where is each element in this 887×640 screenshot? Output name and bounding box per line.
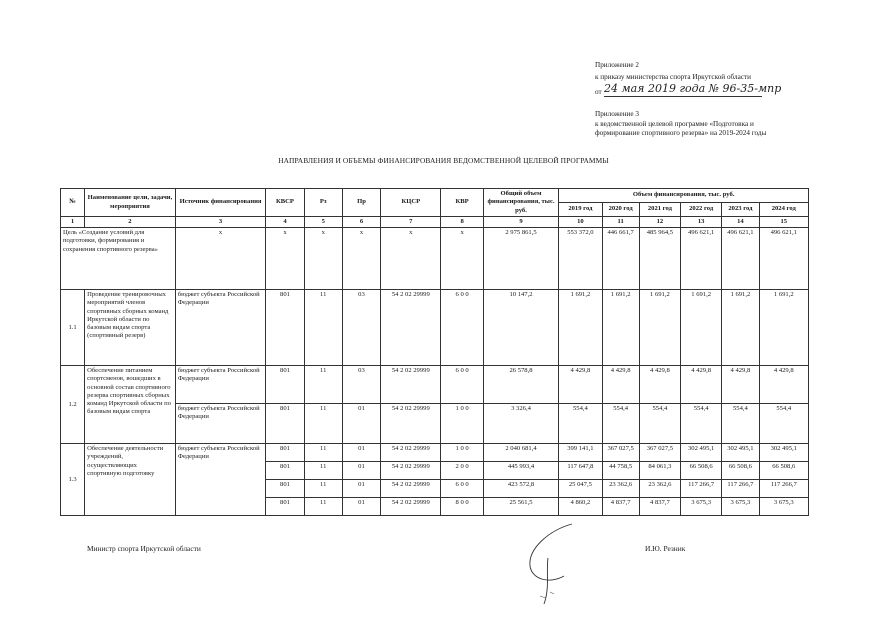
cell-pr: 01 bbox=[342, 480, 380, 498]
cell-year-value: 4 429,8 bbox=[681, 366, 722, 404]
header-kvr: КВР bbox=[441, 189, 483, 217]
cell-source: бюджет субъекта Российской Федерации bbox=[175, 290, 266, 366]
cell-rz: 11 bbox=[304, 290, 342, 366]
cell-year-value: 446 661,7 bbox=[602, 228, 639, 290]
cell-total: 3 326,4 bbox=[483, 404, 559, 444]
row-number: 1.1 bbox=[61, 290, 85, 366]
cell-ksr: 54 2 02 29999 bbox=[381, 290, 441, 366]
cell-year-value: 1 691,2 bbox=[681, 290, 722, 366]
cell-year-value: 4 860,2 bbox=[559, 498, 602, 516]
cell-kvsr: 801 bbox=[266, 480, 304, 498]
cell-rz: 11 bbox=[304, 462, 342, 480]
cell-pr: 01 bbox=[342, 444, 380, 462]
appendix-3-line1: к ведомственной целевой программе «Подготовка и bbox=[595, 120, 754, 128]
col-number: 13 bbox=[681, 217, 722, 228]
col-number: 15 bbox=[759, 217, 808, 228]
cell-pr: 01 bbox=[342, 404, 380, 444]
cell-year-value: 23 362,6 bbox=[602, 480, 639, 498]
cell-ksr: 54 2 02 29999 bbox=[381, 462, 441, 480]
cell-rz: 11 bbox=[304, 498, 342, 516]
cell-year-value: 3 675,3 bbox=[759, 498, 808, 516]
handwritten-date-number: 24 мая 2019 года № 96-35-мпр bbox=[604, 82, 782, 95]
row-number: 1.2 bbox=[61, 366, 85, 444]
col-number: 5 bbox=[304, 217, 342, 228]
cell-year-value: 1 691,2 bbox=[639, 290, 680, 366]
col-number: 6 bbox=[342, 217, 380, 228]
header-year: 2023 год bbox=[722, 203, 759, 217]
header-num: № bbox=[61, 189, 85, 217]
cell-kvsr: 801 bbox=[266, 498, 304, 516]
col-number: 3 bbox=[175, 217, 266, 228]
col-number: 1 bbox=[61, 217, 85, 228]
signer-name: И.Ю. Резник bbox=[645, 544, 686, 553]
col-number: 4 bbox=[266, 217, 304, 228]
column-number-row bbox=[61, 217, 809, 228]
col-number: 14 bbox=[722, 217, 759, 228]
cell-year-value: 485 964,5 bbox=[639, 228, 680, 290]
row-name: Обеспечение питанием спортсменов, вошедших в основной состав спортивного резерва спортивных сборных команд Иркутской области по базовым видам спорта bbox=[85, 366, 176, 444]
cell-kvr: 6 0 0 bbox=[441, 290, 483, 366]
header-year: 2021 год bbox=[639, 203, 680, 217]
row-number: 1.3 bbox=[61, 444, 85, 516]
cell-kvr: 8 0 0 bbox=[441, 498, 483, 516]
header-ksr: КЦСР bbox=[381, 189, 441, 217]
cell-ksr: 54 2 02 29999 bbox=[381, 444, 441, 462]
cell-rz: 11 bbox=[304, 480, 342, 498]
header-volume: Объем финансирования, тыс. руб. bbox=[559, 189, 809, 203]
cell-year-value: 117 266,7 bbox=[722, 480, 759, 498]
cell-year-value: 44 758,5 bbox=[602, 462, 639, 480]
cell-kvr: 6 0 0 bbox=[441, 366, 483, 404]
row-name: Обеспечение деятельности учреждений, осуществляющих спортивную подготовку bbox=[85, 444, 176, 516]
cell-year-value: 554,4 bbox=[681, 404, 722, 444]
cell-ksr: 54 2 02 29999 bbox=[381, 480, 441, 498]
col-number: 10 bbox=[559, 217, 602, 228]
cell-total: 10 147,2 bbox=[483, 290, 559, 366]
cell-year-value: 399 141,1 bbox=[559, 444, 602, 462]
cell-year-value: 302 495,1 bbox=[759, 444, 808, 462]
cell-source: бюджет субъекта Российской Федерации bbox=[175, 444, 266, 516]
col-number: 11 bbox=[602, 217, 639, 228]
cell-kvsr: 801 bbox=[266, 366, 304, 404]
cell-pr: 01 bbox=[342, 462, 380, 480]
header-year: 2019 год bbox=[559, 203, 602, 217]
cell-year-value: 1 691,2 bbox=[559, 290, 602, 366]
table-row-1-1 bbox=[61, 290, 809, 366]
cell-kvsr: 801 bbox=[266, 290, 304, 366]
appendix-3-line2: формирование спортивного резерва» на 2019-2024 годы bbox=[595, 129, 767, 137]
cell-year-value: 367 027,5 bbox=[602, 444, 639, 462]
header-kvsr: КВСР bbox=[266, 189, 304, 217]
row-name: Проведение тренировочных мероприятий членов спортивных сборных команд Иркутской области по базовым видам спорта (спортивный резерв) bbox=[85, 290, 176, 366]
goal-row bbox=[61, 228, 809, 290]
cell-year-value: 25 047,5 bbox=[559, 480, 602, 498]
cell-pr: 03 bbox=[342, 290, 380, 366]
cell-year-value: 117 647,8 bbox=[559, 462, 602, 480]
appendix-2-from: от bbox=[595, 88, 602, 96]
header-year: 2020 год bbox=[602, 203, 639, 217]
col-number: 12 bbox=[639, 217, 680, 228]
cell-pr: 01 bbox=[342, 498, 380, 516]
cell-kvsr: 801 bbox=[266, 404, 304, 444]
cell-year-value: 302 495,1 bbox=[722, 444, 759, 462]
col-number: 7 bbox=[381, 217, 441, 228]
cell-year-value: 4 837,7 bbox=[639, 498, 680, 516]
cell-year-value: 3 675,3 bbox=[722, 498, 759, 516]
cell-year-value: 4 429,8 bbox=[759, 366, 808, 404]
cell-year-value: 554,4 bbox=[559, 404, 602, 444]
cell-ksr: 54 2 02 29999 bbox=[381, 498, 441, 516]
cell-year-value: 23 362,6 bbox=[639, 480, 680, 498]
header-year: 2024 год bbox=[759, 203, 808, 217]
cell-year-value: 1 691,2 bbox=[759, 290, 808, 366]
col-number: 8 bbox=[441, 217, 483, 228]
cell-year-value: 66 508,6 bbox=[722, 462, 759, 480]
cell-ksr: 54 2 02 29999 bbox=[381, 404, 441, 444]
cell-kvsr: 801 bbox=[266, 444, 304, 462]
financing-table bbox=[60, 188, 809, 516]
col-number: 9 bbox=[483, 217, 559, 228]
cell-year-value: 66 508,6 bbox=[759, 462, 808, 480]
cell-rz: 11 bbox=[304, 444, 342, 462]
cell-source: х bbox=[175, 228, 266, 290]
cell-rz: 11 bbox=[304, 366, 342, 404]
cell-year-value: 553 372,0 bbox=[559, 228, 602, 290]
cell-year-value: 66 508,6 bbox=[681, 462, 722, 480]
header-total: Общий объем финансирования, тыс. руб. bbox=[483, 189, 559, 217]
cell-source: бюджет субъекта Российской Федерации bbox=[175, 404, 266, 444]
cell-year-value: 4 429,8 bbox=[639, 366, 680, 404]
col-number: 2 bbox=[85, 217, 176, 228]
cell-kvr: 1 0 0 bbox=[441, 444, 483, 462]
cell-kvr: 6 0 0 bbox=[441, 480, 483, 498]
cell-kvr: 1 0 0 bbox=[441, 404, 483, 444]
cell-ksr: х bbox=[381, 228, 441, 290]
signer-position: Министр спорта Иркутской области bbox=[87, 544, 201, 553]
cell-year-value: 117 266,7 bbox=[681, 480, 722, 498]
cell-total: 423 572,8 bbox=[483, 480, 559, 498]
cell-rz: х bbox=[304, 228, 342, 290]
cell-total: 2 975 861,5 bbox=[483, 228, 559, 290]
cell-total: 445 993,4 bbox=[483, 462, 559, 480]
goal-name: Цель «Создание условий для подготовки, формирования и сохранения спортивного резерва» bbox=[61, 228, 176, 290]
cell-year-value: 4 429,8 bbox=[559, 366, 602, 404]
cell-kvr: х bbox=[441, 228, 483, 290]
cell-year-value: 496 621,1 bbox=[759, 228, 808, 290]
cell-year-value: 496 621,1 bbox=[722, 228, 759, 290]
header-pr: Пр bbox=[342, 189, 380, 217]
header-year: 2022 год bbox=[681, 203, 722, 217]
cell-year-value: 367 027,5 bbox=[639, 444, 680, 462]
cell-total: 2 040 681,4 bbox=[483, 444, 559, 462]
cell-year-value: 554,4 bbox=[759, 404, 808, 444]
cell-pr: 03 bbox=[342, 366, 380, 404]
table-row-1-2a bbox=[61, 366, 809, 404]
cell-kvsr: х bbox=[266, 228, 304, 290]
handwritten-signature bbox=[520, 518, 590, 608]
cell-year-value: 4 837,7 bbox=[602, 498, 639, 516]
signature-underline bbox=[604, 96, 762, 97]
cell-year-value: 3 675,3 bbox=[681, 498, 722, 516]
cell-year-value: 4 429,8 bbox=[602, 366, 639, 404]
cell-ksr: 54 2 02 29999 bbox=[381, 366, 441, 404]
table-row-1-3a bbox=[61, 444, 809, 462]
header-row-1 bbox=[61, 189, 809, 203]
cell-total: 26 578,8 bbox=[483, 366, 559, 404]
cell-year-value: 302 495,1 bbox=[681, 444, 722, 462]
header-name: Наименование цели, задачи, мероприятия bbox=[85, 189, 176, 217]
cell-year-value: 84 061,3 bbox=[639, 462, 680, 480]
cell-total: 25 561,5 bbox=[483, 498, 559, 516]
cell-year-value: 554,4 bbox=[722, 404, 759, 444]
document-title: НАПРАВЛЕНИЯ И ОБЪЕМЫ ФИНАНСИРОВАНИЯ ВЕДОМСТВЕННОЙ ЦЕЛЕВОЙ ПРОГРАММЫ bbox=[278, 156, 609, 165]
cell-year-value: 4 429,8 bbox=[722, 366, 759, 404]
cell-kvsr: 801 bbox=[266, 462, 304, 480]
cell-year-value: 554,4 bbox=[602, 404, 639, 444]
cell-kvr: 2 0 0 bbox=[441, 462, 483, 480]
header-source: Источник финансирования bbox=[175, 189, 266, 217]
cell-year-value: 554,4 bbox=[639, 404, 680, 444]
cell-year-value: 117 266,7 bbox=[759, 480, 808, 498]
cell-year-value: 496 621,1 bbox=[681, 228, 722, 290]
appendix-3-title: Приложение 3 bbox=[595, 110, 639, 118]
cell-rz: 11 bbox=[304, 404, 342, 444]
header-rz: Рз bbox=[304, 189, 342, 217]
appendix-2-order: к приказу министерства спорта Иркутской области bbox=[595, 73, 751, 81]
cell-year-value: 1 691,2 bbox=[602, 290, 639, 366]
cell-pr: х bbox=[342, 228, 380, 290]
cell-source: бюджет субъекта Российской Федерации bbox=[175, 366, 266, 404]
cell-year-value: 1 691,2 bbox=[722, 290, 759, 366]
appendix-2-title: Приложение 2 bbox=[595, 61, 639, 69]
